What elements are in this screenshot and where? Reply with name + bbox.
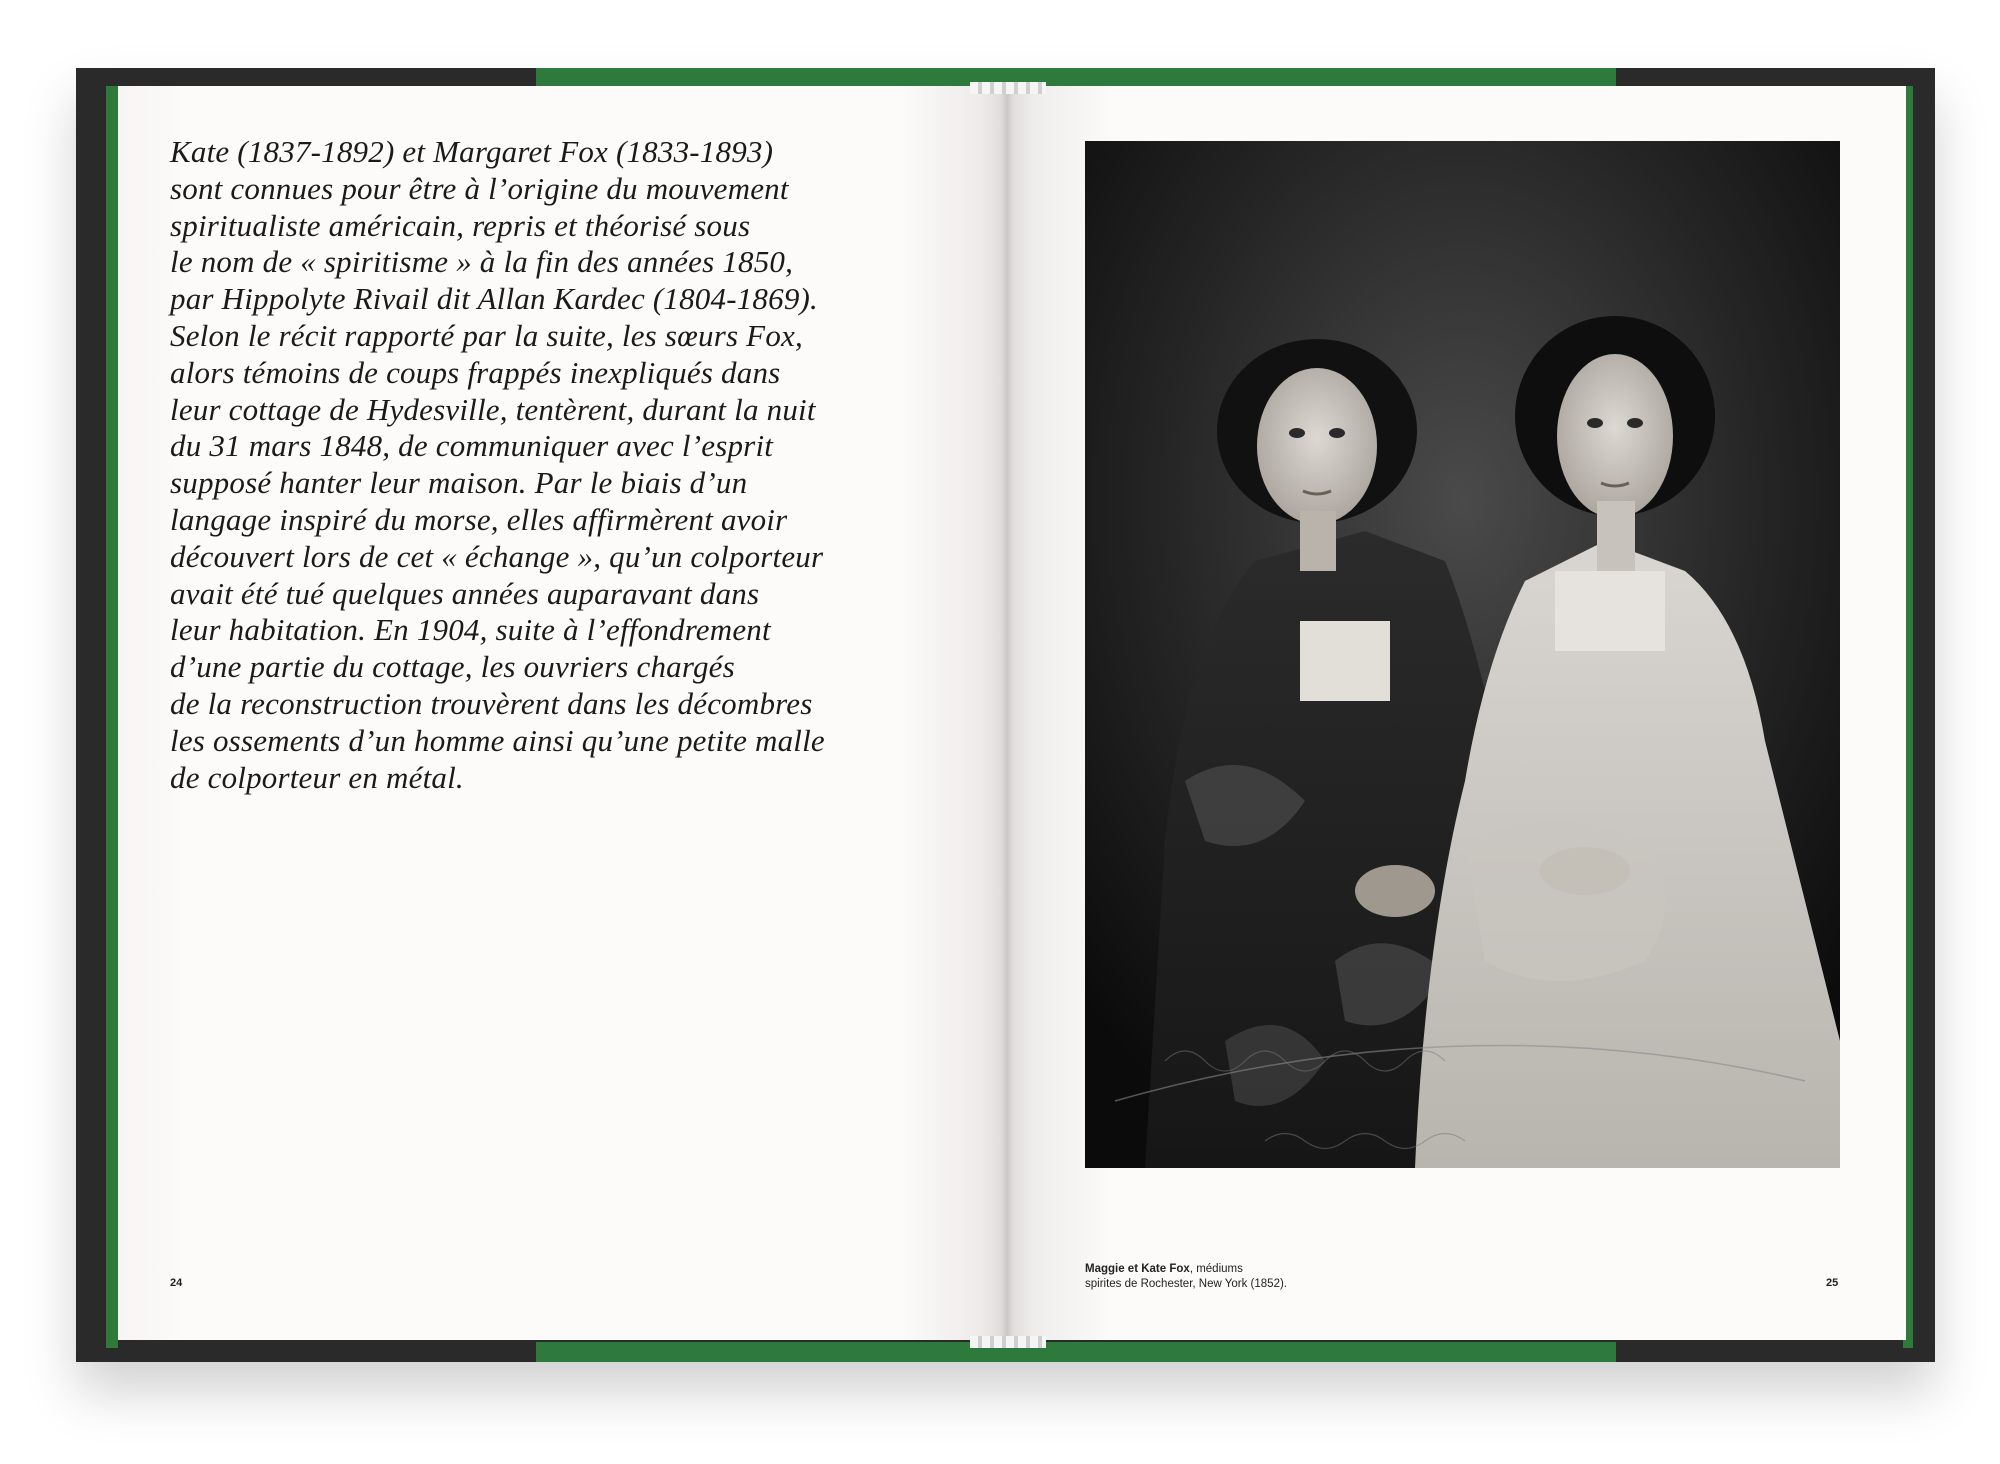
text-line: le nom de « spiritisme » à la fin des années 1850, — [170, 244, 794, 280]
portrait-photo — [1085, 141, 1840, 1168]
text-line: du 31 mars 1848, de communiquer avec l’esprit — [170, 428, 774, 464]
text-line: Selon le récit rapporté par la suite, les sœurs Fox, — [170, 317, 803, 353]
cover-band-bottom — [536, 1342, 1616, 1362]
page-number-right: 25 — [1826, 1277, 1839, 1289]
text-line: leur habitation. En 1904, suite à l’effondrement — [170, 612, 771, 648]
headband-bottom — [970, 1336, 1046, 1348]
text-line: alors témoins de coups frappés inexpliqués dans — [170, 354, 781, 390]
cover-band-top — [536, 68, 1616, 88]
text-line: sont connues pour être à l’origine du mouvement — [170, 170, 789, 206]
text-line: découvert lors de cet « échange », qu’un colporteur — [170, 538, 824, 574]
text-line: langage inspiré du morse, elles affirmèrent avoir — [170, 501, 788, 537]
headband-top — [970, 82, 1046, 94]
text-line: par Hippolyte Rivail dit Allan Kardec (1804-1869). — [170, 281, 818, 317]
photo-caption — [1085, 1262, 1445, 1292]
caption-title-suffix: , médiums — [1189, 1263, 1243, 1275]
page-number-left: 24 — [170, 1277, 183, 1289]
text-line: de la reconstruction trouvèrent dans les décombres — [170, 685, 813, 721]
text-line: leur cottage de Hydesville, tentèrent, durant la nuit — [170, 391, 816, 427]
text-line: spiritualiste américain, repris et théorisé sous — [170, 207, 751, 243]
text-line: avait été tué quelques années auparavant dans — [170, 575, 760, 611]
caption-title: Maggie et Kate Fox — [1085, 1263, 1190, 1275]
text-line: Kate (1837-1892) et Margaret Fox (1833-1893) — [170, 134, 774, 169]
text-line: de colporteur en métal. — [170, 759, 464, 795]
cover-edge-left — [106, 86, 118, 1348]
body-paragraph — [170, 134, 930, 796]
book-gutter — [1000, 86, 1014, 1340]
portrait-illustration — [1085, 141, 1840, 1168]
caption-detail: spirites de Rochester, New York (1852). — [1085, 1278, 1287, 1290]
text-line: supposé hanter leur maison. Par le biais d’un — [170, 465, 748, 501]
text-line: les ossements d’un homme ainsi qu’une petite malle — [170, 722, 825, 758]
text-line: d’une partie du cottage, les ouvriers chargés — [170, 649, 735, 685]
